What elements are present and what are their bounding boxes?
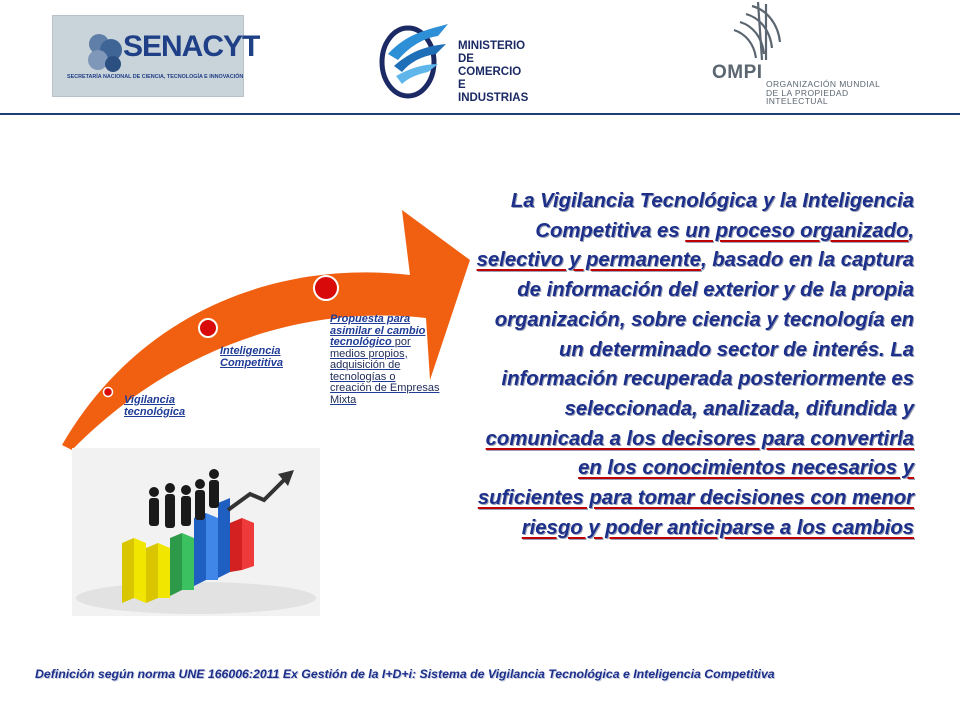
definition-underline-3: comunicada a los decisores para convertirla en los conocimientos necesarios y suficientes para tomar decisiones con menor riesgo y poder anticiparse a los cambios: [477, 427, 914, 539]
definition-underline-2: selectivo y permanente: [476, 249, 701, 272]
stage-3-note: por medios propios, adquisición de tecnologías o creación de Empresas Mixta: [330, 336, 440, 406]
stage-1-dot: [104, 388, 113, 397]
definition-part-2: ,: [908, 219, 914, 242]
stage-2-line-2: Competitiva: [220, 356, 283, 369]
ministry-line-3: E INDUSTRIAS: [458, 79, 529, 104]
footnote-source: Definición según norma UNE 166006:2011 Ex Gestión de la I+D+i: Sistema de Vigilancia Tecnológica e Inteligencia Competitiva: [35, 667, 775, 681]
stage-1-line-1: Vigilancia: [124, 394, 175, 406]
growth-illustration: [72, 448, 320, 616]
ompi-line-3: INTELECTUAL: [766, 96, 829, 107]
stage-2-dot: [199, 319, 217, 337]
definition-underline-1: un proceso organizado: [685, 219, 909, 242]
ompi-acronym: OMPI: [712, 62, 763, 83]
stage-1-line-2: tecnológica: [124, 405, 186, 418]
definition-part-3: , basado en la captura de información del exterior y de la propia organización, sobre ciencia y tecnología en un determinado sector de interés. La información recuperada posteriormente es seleccionada, analizada, difundida y: [494, 249, 914, 420]
senacyt-subtitle: SECRETARÍA NACIONAL DE CIENCIA, TECNOLOGÍA E INNOVACIÓN: [67, 74, 244, 80]
stage-3-dot: [314, 276, 338, 300]
ompi-line-2: DE LA PROPIEDAD: [766, 87, 849, 98]
ompi-emblem-icon: [722, 0, 802, 62]
stage-2-line-1: Inteligencia: [220, 345, 281, 357]
ompi-logo: [706, 0, 886, 106]
ministry-line-2: DE COMERCIO: [458, 53, 522, 78]
stage-3-title: Propuesta para asimilar el cambio tecnológico: [330, 313, 426, 348]
definition-text: [472, 187, 914, 543]
definition-part-1: La Vigilancia Tecnológica y la Inteligencia Competitiva es: [510, 190, 914, 242]
ministry-line-1: MINISTERIO: [458, 40, 526, 52]
senacyt-name: SENACYT: [123, 30, 260, 63]
ministry-logo: [376, 14, 536, 104]
stage-1-label: [124, 395, 185, 418]
ministry-emblem-icon: [376, 14, 456, 102]
header-divider: [0, 113, 960, 115]
stage-2-label: [220, 346, 283, 369]
ompi-line-1: ORGANIZACIÓN MUNDIAL: [766, 79, 881, 89]
stage-3-label: [330, 314, 440, 406]
ompi-full-name: [766, 80, 880, 106]
senacyt-logo: [52, 15, 260, 97]
